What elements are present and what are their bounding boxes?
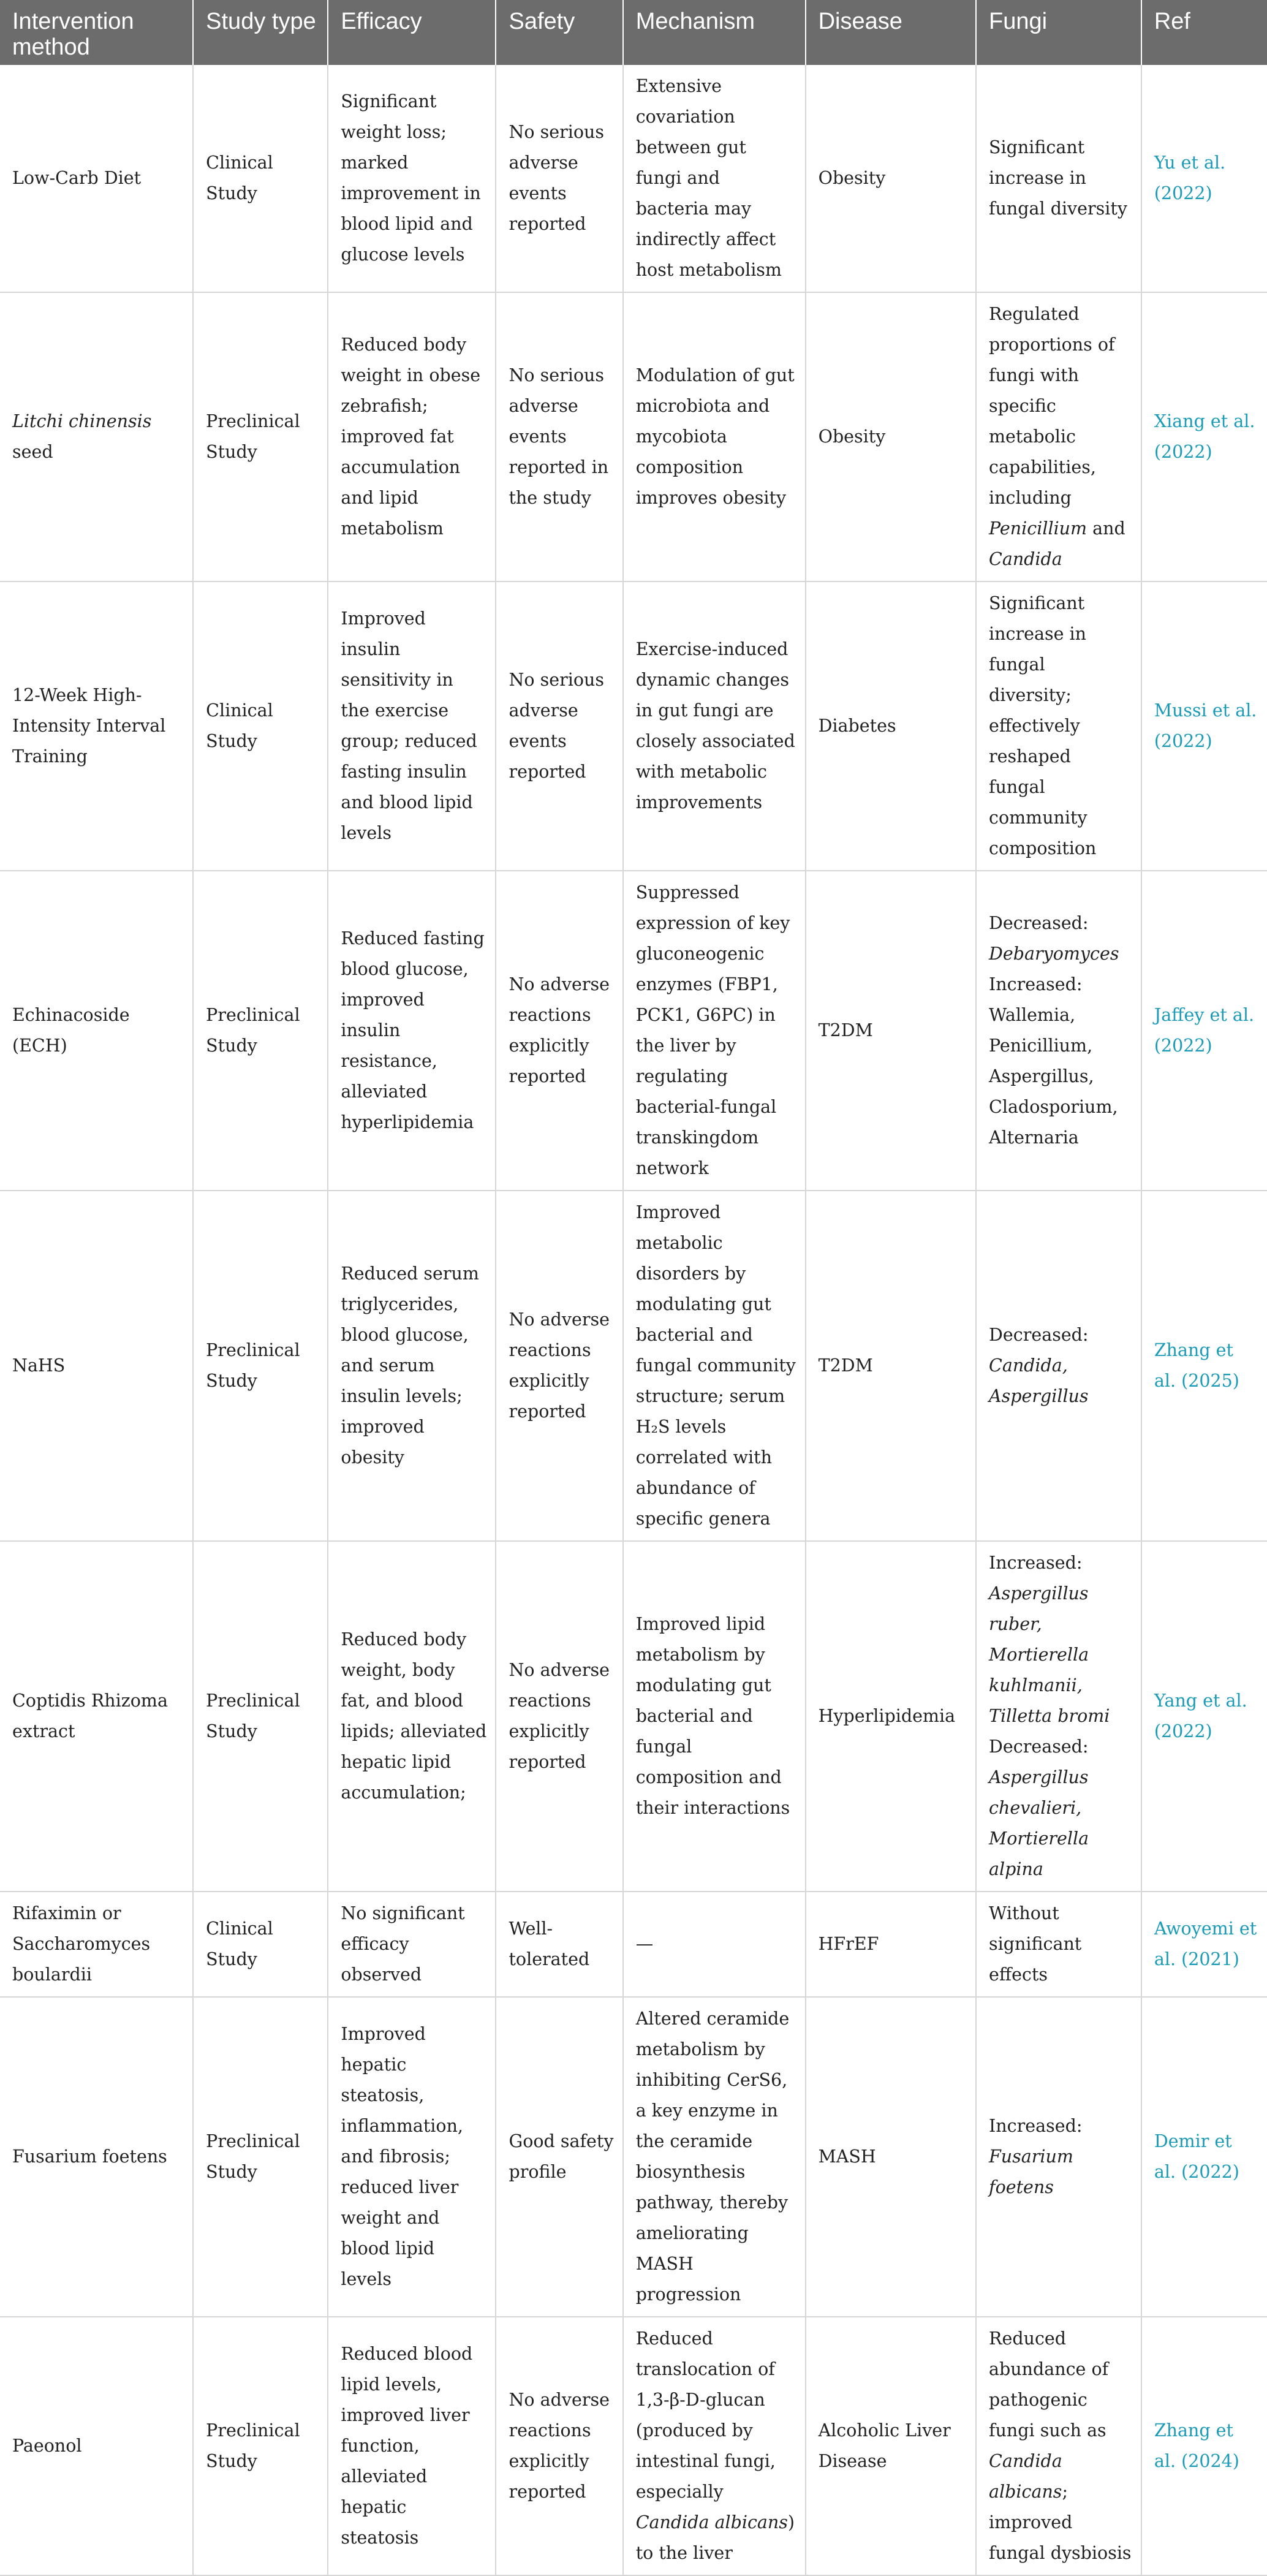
study-type-cell: Clinical Study — [193, 65, 328, 292]
fungi-cell — [976, 1541, 1141, 1892]
header-study-type: Study type — [193, 0, 328, 65]
ref-link[interactable]: Awoyemi et al. (2021) — [1154, 1919, 1257, 1969]
ref-link[interactable]: Zhang et al. (2024) — [1154, 2420, 1239, 2471]
ref-cell — [1141, 1191, 1267, 1541]
study-type-cell: Preclinical Study — [193, 1541, 328, 1892]
mechanism-cell: Modulation of gut microbiota and mycobiota composition improves obesity — [623, 292, 806, 581]
efficacy-cell: No significant efficacy observed — [328, 1892, 496, 1997]
fungi-cell — [976, 871, 1141, 1191]
header-efficacy: Efficacy — [328, 0, 496, 65]
intervention-cell: NaHS — [0, 1191, 193, 1541]
safety-cell: Good safety profile — [496, 1997, 622, 2317]
mechanism-cell: Improved lipid metabolism by modulating gut bacterial and fungal composition and their interactions — [623, 1541, 806, 1892]
mechanism-cell: Altered ceramide metabolism by inhibiting CerS6, a key enzyme in the ceramide biosynthesis pathway, thereby ameliorating MASH progression — [623, 1997, 806, 2317]
intervention-cell — [0, 292, 193, 581]
fungi-decreased-list: Candida, Aspergillus — [989, 1355, 1089, 1406]
efficacy-cell: Reduced serum triglycerides, blood glucose, and serum insulin levels; improved obesity — [328, 1191, 496, 1541]
table-row — [0, 292, 1267, 581]
ref-link[interactable]: Yu et al. (2022) — [1154, 153, 1226, 203]
fungi-cell — [976, 2317, 1141, 2575]
fungi-text: ; improved fungal dysbiosis — [989, 2482, 1132, 2563]
fungi-cell — [976, 1191, 1141, 1541]
intervention-italic: Litchi chinensis — [12, 411, 152, 431]
ref-link[interactable]: Jaffey et al. (2022) — [1154, 1005, 1255, 1056]
ref-link[interactable]: Mussi et al. (2022) — [1154, 700, 1257, 751]
ref-link[interactable]: Zhang et al. (2025) — [1154, 1340, 1239, 1391]
fungi-increased-list: Fusarium foetens — [989, 2146, 1073, 2197]
study-type-cell: Clinical Study — [193, 1892, 328, 1997]
fungi-increased-list: Wallemia, Penicillium, Aspergillus, Cladosporium, Alternaria — [989, 1005, 1118, 1148]
ref-cell — [1141, 65, 1267, 292]
intervention-cell: Coptidis Rhizoma extract — [0, 1541, 193, 1892]
ref-cell — [1141, 1997, 1267, 2317]
table-row — [0, 1892, 1267, 1997]
ref-cell — [1141, 2317, 1267, 2575]
safety-cell: No serious adverse events reported in the study — [496, 292, 622, 581]
study-type-cell: Preclinical Study — [193, 292, 328, 581]
study-type-cell: Preclinical Study — [193, 2317, 328, 2575]
fungi-decreased-label: Decreased: — [989, 913, 1089, 933]
mechanism-cell: Extensive covariation between gut fungi and bacteria may indirectly affect host metabolism — [623, 65, 806, 292]
header-ref: Ref — [1141, 0, 1267, 65]
study-type-cell: Preclinical Study — [193, 1191, 328, 1541]
efficacy-cell: Reduced body weight, body fat, and blood lipids; alleviated hepatic lipid accumulation; — [328, 1541, 496, 1892]
fungi-increased-label: Increased: — [989, 2116, 1083, 2136]
fungi-text: Regulated proportions of fungi with specific metabolic capabilities, including — [989, 304, 1115, 508]
header-mechanism: Mechanism — [623, 0, 806, 65]
fungi-text: and — [1087, 518, 1125, 539]
efficacy-cell: Improved insulin sensitivity in the exercise group; reduced fasting insulin and blood lipid levels — [328, 581, 496, 871]
safety-cell: No serious adverse events reported — [496, 65, 622, 292]
study-type-cell: Preclinical Study — [193, 1997, 328, 2317]
fungi-decreased-label: Decreased: — [989, 1325, 1089, 1345]
safety-cell: No serious adverse events reported — [496, 581, 622, 871]
mechanism-text: Reduced translocation of 1,3-β-D-glucan (produced by intestinal fungi, especially — [635, 2328, 776, 2502]
safety-cell: No adverse reactions explicitly reported — [496, 1541, 622, 1892]
fungi-species: Candida albicans — [989, 2451, 1062, 2502]
ref-link[interactable]: Demir et al. (2022) — [1154, 2131, 1239, 2182]
ref-link[interactable]: Xiang et al. (2022) — [1154, 411, 1255, 462]
safety-cell: No adverse reactions explicitly reported — [496, 2317, 622, 2575]
disease-cell: Hyperlipidemia — [806, 1541, 976, 1892]
fungi-cell — [976, 292, 1141, 581]
intervention-cell: Echinacoside (ECH) — [0, 871, 193, 1191]
study-type-cell: Clinical Study — [193, 581, 328, 871]
efficacy-cell: Reduced fasting blood glucose, improved insulin resistance, alleviated hyperlipidemia — [328, 871, 496, 1191]
intervention-cell: Low-Carb Diet — [0, 65, 193, 292]
table-row — [0, 581, 1267, 871]
efficacy-cell: Significant weight loss; marked improvement in blood lipid and glucose levels — [328, 65, 496, 292]
fungi-decreased-list: Debaryomyces — [989, 944, 1119, 964]
fungi-cell: Significant increase in fungal diversity; effectively reshaped fungal community composition — [976, 581, 1141, 871]
disease-cell: Obesity — [806, 65, 976, 292]
ref-cell — [1141, 581, 1267, 871]
fungi-cell: Without significant effects — [976, 1892, 1141, 1997]
fungi-genus: Candida — [989, 549, 1062, 569]
mechanism-cell: Exercise-induced dynamic changes in gut fungi are closely associated with metabolic improvements — [623, 581, 806, 871]
fungi-increased-list: Aspergillus ruber, Mortierella kuhlmanii, Tilletta bromi — [989, 1583, 1110, 1726]
ref-cell — [1141, 1892, 1267, 1997]
fungi-cell: Significant increase in fungal diversity — [976, 65, 1141, 292]
ref-cell — [1141, 292, 1267, 581]
fungi-genus: Penicillium — [989, 518, 1087, 539]
fungi-increased-label: Increased: — [989, 974, 1083, 994]
safety-cell: No adverse reactions explicitly reported — [496, 871, 622, 1191]
intervention-cell: Rifaximin or Saccharomyces boulardii — [0, 1892, 193, 1997]
disease-cell: Diabetes — [806, 581, 976, 871]
mechanism-text: ) to the liver — [635, 2512, 795, 2563]
disease-cell: T2DM — [806, 1191, 976, 1541]
disease-cell: T2DM — [806, 871, 976, 1191]
study-type-cell: Preclinical Study — [193, 871, 328, 1191]
header-intervention-method: Intervention method — [0, 0, 193, 65]
mechanism-species: Candida albicans — [635, 2512, 788, 2532]
intervention-cell: 12-Week High-Intensity Interval Training — [0, 581, 193, 871]
table-row — [0, 65, 1267, 292]
fungi-text: Reduced abundance of pathogenic fungi such as — [989, 2328, 1109, 2441]
header-safety: Safety — [496, 0, 622, 65]
safety-cell: No adverse reactions explicitly reported — [496, 1191, 622, 1541]
mechanism-cell: — — [623, 1892, 806, 1997]
table-row — [0, 1191, 1267, 1541]
disease-cell: HFrEF — [806, 1892, 976, 1997]
safety-cell: Well-tolerated — [496, 1892, 622, 1997]
header-disease: Disease — [806, 0, 976, 65]
disease-cell: Obesity — [806, 292, 976, 581]
efficacy-cell: Reduced blood lipid levels, improved liver function, alleviated hepatic steatosis — [328, 2317, 496, 2575]
intervention-rest: seed — [12, 442, 53, 462]
header-fungi: Fungi — [976, 0, 1141, 65]
fungi-cell — [976, 1997, 1141, 2317]
table-row — [0, 1541, 1267, 1892]
fungi-increased-label: Increased: — [989, 1553, 1083, 1573]
ref-cell — [1141, 1541, 1267, 1892]
header-row — [0, 0, 1267, 65]
table-row — [0, 1997, 1267, 2317]
efficacy-cell: Improved hepatic steatosis, inflammation, and fibrosis; reduced liver weight and blood lipid levels — [328, 1997, 496, 2317]
mechanism-cell — [623, 2317, 806, 2575]
disease-cell: Alcoholic Liver Disease — [806, 2317, 976, 2575]
intervention-cell: Paeonol — [0, 2317, 193, 2575]
intervention-cell: Fusarium foetens — [0, 1997, 193, 2317]
mechanism-cell: Improved metabolic disorders by modulating gut bacterial and fungal community structure; serum H₂S levels correlated with abundance of specific genera — [623, 1191, 806, 1541]
mechanism-cell: Suppressed expression of key gluconeogenic enzymes (FBP1, PCK1, G6PC) in the liver by regulating bacterial-fungal transkingdom network — [623, 871, 806, 1191]
table-row — [0, 871, 1267, 1191]
disease-cell: MASH — [806, 1997, 976, 2317]
ref-cell — [1141, 871, 1267, 1191]
ref-link[interactable]: Yang et al. (2022) — [1154, 1691, 1247, 1741]
fungi-decreased-label: Decreased: — [989, 1737, 1089, 1757]
efficacy-cell: Reduced body weight in obese zebrafish; improved fat accumulation and lipid metabolism — [328, 292, 496, 581]
fungi-decreased-list: Aspergillus chevalieri, Mortierella alpina — [989, 1767, 1089, 1879]
table-row — [0, 2317, 1267, 2575]
